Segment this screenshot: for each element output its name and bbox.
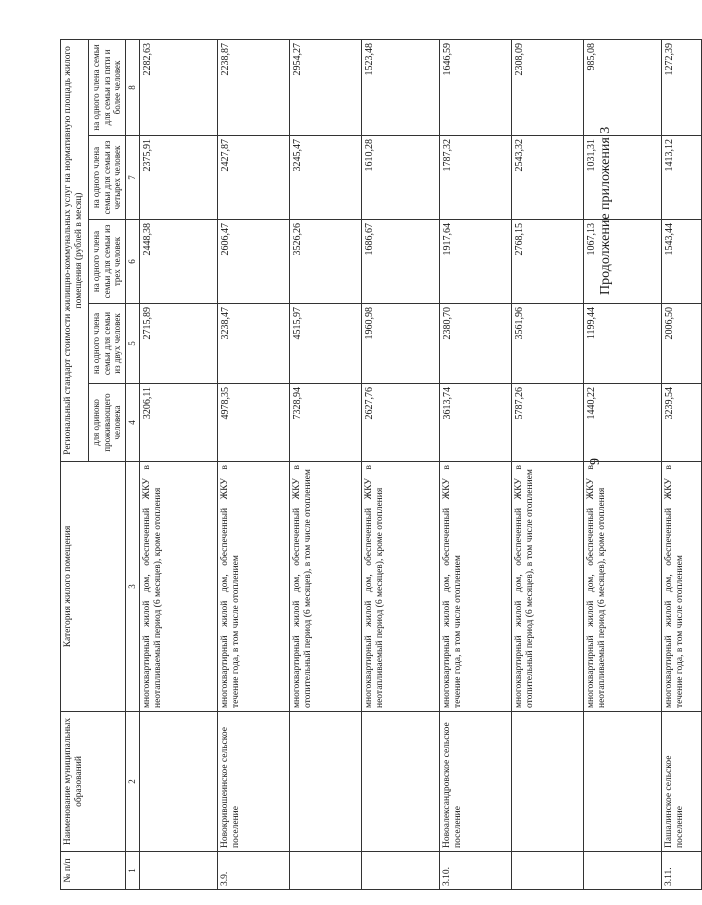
value-cell: 3238,47 [217,304,289,384]
value-cell: 2448,38 [139,220,217,304]
table-row [511,39,583,889]
header-standard: Региональный стандарт стоимости жилищно-коммунальных услуг на нормативную площадь жилого помещения (рублей в месяц) [61,39,89,461]
value-cell: 5787,26 [511,384,583,462]
value-cell: 7328,94 [289,384,361,462]
housing-category: многоквартирный жилой дом, обеспеченный ЖКУ в течение года, в том числе отоплением [661,462,701,712]
table-row [217,39,289,889]
municipality-name: Пашалинское сельское поселение [661,712,701,852]
row-number [583,852,661,890]
housing-category: многоквартирный жилой дом, обеспеченный ЖКУ в течение года, в том числе отоплением [217,462,289,712]
municipality-name [511,712,583,852]
housing-category: многоквартирный жилой дом, обеспеченный ЖКУ в отопительный период (6 месяцев), в том числе отоплением [511,462,583,712]
value-cell: 1610,28 [361,136,439,220]
municipality-name [139,712,217,852]
value-cell: 3245,47 [289,136,361,220]
value-cell: 1646,59 [439,39,511,135]
value-cell: 1787,32 [439,136,511,220]
value-cell: 3239,54 [661,384,701,462]
value-cell: 1067,13 [583,220,661,304]
row-number [139,852,217,890]
index-cell: 1 [126,852,140,890]
value-cell: 1523,48 [361,39,439,135]
value-cell: 1917,64 [439,220,511,304]
table-row [289,39,361,889]
index-cell: 6 [126,220,140,304]
value-cell: 2627,76 [361,384,439,462]
municipality-name [361,712,439,852]
header-family-4: на одного члена семьи для семьи из четырех человек [88,136,125,220]
value-cell: 3613,74 [439,384,511,462]
index-cell: 2 [126,712,140,852]
index-cell: 5 [126,304,140,384]
value-cell: 2427,87 [217,136,289,220]
value-cell: 1440,22 [583,384,661,462]
value-cell: 2375,91 [139,136,217,220]
housing-category: многоквартирный жилой дом, обеспеченный ЖКУ в течение года, в том числе отоплением [439,462,511,712]
row-number: 3.11. [661,852,701,890]
value-cell: 3561,96 [511,304,583,384]
value-cell: 2768,15 [511,220,583,304]
table-row [439,39,511,889]
housing-category: многоквартирный жилой дом, обеспеченный ЖКУ в отопительный период (6 месяцев), в том числе отоплением [289,462,361,712]
index-cell: 4 [126,384,140,462]
header-family-2: на одного члена семьи для семьи из двух человек [88,304,125,384]
value-cell: 1686,67 [361,220,439,304]
value-cell: 1031,31 [583,136,661,220]
index-cell: 7 [126,136,140,220]
table-row [361,39,439,889]
header-single: для одиноко проживающего человека [88,384,125,462]
value-cell: 2606,47 [217,220,289,304]
value-cell: 2380,70 [439,304,511,384]
index-cell: 8 [126,39,140,135]
value-cell: 2282,63 [139,39,217,135]
column-index-row [126,39,140,889]
value-cell: 2954,27 [289,39,361,135]
header-name: Наименование муниципальных образований [61,712,126,852]
municipality-name [583,712,661,852]
housing-category: многоквартирный жилой дом, обеспеченный ЖКУ в неотапливаемый период (6 месяцев), кроме отопления [139,462,217,712]
table-row [139,39,217,889]
value-cell: 1960,98 [361,304,439,384]
value-cell: 2543,32 [511,136,583,220]
value-cell: 3206,11 [139,384,217,462]
value-cell: 4515,97 [289,304,361,384]
value-cell: 1413,12 [661,136,701,220]
value-cell: 2308,09 [511,39,583,135]
value-cell: 2006,50 [661,304,701,384]
index-cell: 3 [126,462,140,712]
header-category: Категория жилого помещения [61,462,126,712]
value-cell: 1199,44 [583,304,661,384]
value-cell: 2238,87 [217,39,289,135]
tariff-table [60,39,702,890]
housing-category: многоквартирный жилой дом, обеспеченный ЖКУ в неотапливаемый период (6 месяцев), кроме отопления [583,462,661,712]
value-cell: 1543,44 [661,220,701,304]
value-cell: 3526,26 [289,220,361,304]
header-family-5: на одного члена семьи для семьи из пяти и более человек [88,39,125,135]
header-num: № п/п [61,852,126,890]
appendix-title: Продолжение приложения 3 [598,126,613,295]
value-cell: 985,08 [583,39,661,135]
row-number: 3.9. [217,852,289,890]
municipality-name [289,712,361,852]
row-number [511,852,583,890]
row-number [361,852,439,890]
row-number: 3.10. [439,852,511,890]
header-family-3: на одного члена семьи для семьи из трех человек [88,220,125,304]
value-cell: 4978,35 [217,384,289,462]
row-number [289,852,361,890]
value-cell: 2715,89 [139,304,217,384]
municipality-name: Новокривошеинское сельское поселение [217,712,289,852]
housing-category: многоквартирный жилой дом, обеспеченный ЖКУ в неотапливаемый период (6 месяцев), кроме отопления [361,462,439,712]
municipality-name: Новоалександровское сельское поселение [439,712,511,852]
table-row [583,39,661,889]
table-row [661,39,701,889]
page-number: 9 [588,458,603,465]
value-cell: 1272,39 [661,39,701,135]
